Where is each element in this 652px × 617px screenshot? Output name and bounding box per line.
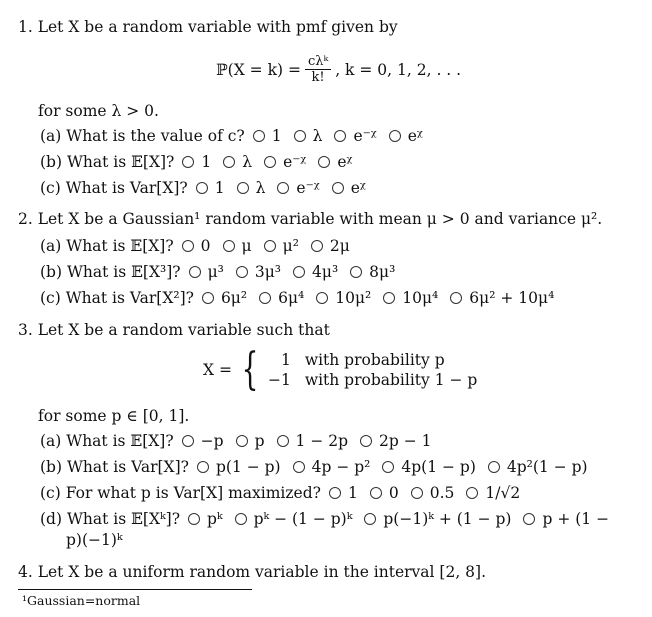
radio-icon[interactable] — [370, 487, 382, 499]
radio-icon[interactable] — [318, 156, 330, 168]
radio-icon[interactable] — [332, 182, 344, 194]
radio-icon[interactable] — [237, 182, 249, 194]
radio-icon[interactable] — [389, 130, 401, 142]
q3d-option-4-continuation: p)(−1)ᵏ — [66, 531, 123, 549]
q3-case-texts — [305, 350, 478, 390]
radio-icon[interactable] — [334, 130, 346, 142]
radio-icon[interactable] — [293, 461, 305, 473]
q1-formula — [216, 54, 461, 85]
q3a-option-2[interactable]: p — [236, 432, 265, 450]
radio-icon[interactable] — [350, 266, 362, 278]
q2-part-a — [40, 237, 362, 255]
radio-icon[interactable] — [253, 130, 265, 142]
radio-icon[interactable] — [259, 292, 271, 304]
radio-icon[interactable] — [188, 513, 200, 525]
radio-icon[interactable] — [382, 461, 394, 473]
q3-condition: for some p ∈ [0, 1]. — [38, 407, 190, 425]
q3a-option-3[interactable]: 1 − 2p — [277, 432, 349, 450]
q3-case1-value: 1 — [280, 351, 291, 369]
radio-icon[interactable] — [196, 182, 208, 194]
q3-case-values — [268, 350, 291, 390]
q1c-option-1[interactable]: 1 — [196, 179, 225, 197]
radio-icon[interactable] — [329, 487, 341, 499]
radio-icon[interactable] — [223, 240, 235, 252]
radio-icon[interactable] — [294, 130, 306, 142]
q2a-option-2[interactable]: μ — [223, 237, 252, 255]
radio-icon[interactable] — [264, 240, 276, 252]
q1b-option-4[interactable]: eᵡ — [318, 153, 352, 171]
q2a-option-1[interactable]: 0 — [182, 237, 211, 255]
radio-icon[interactable] — [364, 513, 376, 525]
q3b-option-3[interactable]: 4p(1 − p) — [382, 458, 476, 476]
q3d-option-3[interactable]: p(−1)ᵏ + (1 − p) — [364, 510, 511, 528]
q2c-option-5[interactable]: 6μ² + 10μ⁴ — [450, 289, 554, 307]
q1a-option-3[interactable]: e⁻ᵡ — [334, 127, 376, 145]
radio-icon[interactable] — [264, 156, 276, 168]
q3c-option-3[interactable]: 0.5 — [411, 484, 455, 502]
q2-part-b — [40, 263, 407, 281]
q2a-option-3[interactable]: μ² — [264, 237, 299, 255]
q2c-label: (c) What is Var[X²]? — [40, 289, 194, 307]
footnote: ¹Gaussian=normal — [22, 593, 141, 608]
radio-icon[interactable] — [316, 292, 328, 304]
q3-part-a — [40, 432, 444, 450]
q1a-option-2[interactable]: λ — [294, 127, 323, 145]
q3d-option-4[interactable]: p + (1 − — [523, 510, 609, 528]
q1-part-a — [40, 127, 435, 145]
q3a-option-4[interactable]: 2p − 1 — [360, 432, 432, 450]
radio-icon[interactable] — [383, 292, 395, 304]
q1-part-c — [40, 179, 378, 197]
q2b-option-4[interactable]: 8μ³ — [350, 263, 395, 281]
q1a-option-4[interactable]: eᵡ — [389, 127, 423, 145]
q1a-label: (a) What is the value of c? — [40, 127, 245, 145]
q1b-option-2[interactable]: λ — [223, 153, 252, 171]
radio-icon[interactable] — [197, 461, 209, 473]
q3d-label: (d) What is 𝔼[Xᵏ]? — [40, 510, 180, 528]
radio-icon[interactable] — [202, 292, 214, 304]
radio-icon[interactable] — [450, 292, 462, 304]
q1b-label: (b) What is 𝔼[X]? — [40, 153, 175, 171]
radio-icon[interactable] — [311, 240, 323, 252]
q2a-option-4[interactable]: 2μ — [311, 237, 350, 255]
q2-stem: 2. Let X be a Gaussian¹ random variable with mean μ > 0 and variance μ². — [18, 210, 603, 228]
q3c-option-1[interactable]: 1 — [329, 484, 358, 502]
q3c-option-2[interactable]: 0 — [370, 484, 399, 502]
q3d-option-2[interactable]: pᵏ − (1 − p)ᵏ — [235, 510, 353, 528]
q2c-option-3[interactable]: 10μ² — [316, 289, 371, 307]
radio-icon[interactable] — [411, 487, 423, 499]
q2c-option-1[interactable]: 6μ² — [202, 289, 247, 307]
q1-stem: 1. Let X be a random variable with pmf given by — [18, 18, 398, 36]
q3-stem: 3. Let X be a random variable such that — [18, 321, 330, 339]
q3b-option-2[interactable]: 4p − p² — [293, 458, 371, 476]
radio-icon[interactable] — [236, 266, 248, 278]
radio-icon[interactable] — [488, 461, 500, 473]
q4-stem: 4. Let X be a uniform random variable in the interval [2, 8]. — [18, 563, 487, 581]
q3c-label: (c) For what p is Var[X] maximized? — [40, 484, 321, 502]
radio-icon[interactable] — [189, 266, 201, 278]
radio-icon[interactable] — [235, 513, 247, 525]
q3b-label: (b) What is Var[X]? — [40, 458, 189, 476]
q1b-option-1[interactable]: 1 — [182, 153, 211, 171]
q2a-label: (a) What is 𝔼[X]? — [40, 237, 174, 255]
radio-icon[interactable] — [360, 435, 372, 447]
radio-icon[interactable] — [523, 513, 535, 525]
q2b-option-2[interactable]: 3μ³ — [236, 263, 281, 281]
radio-icon[interactable] — [293, 266, 305, 278]
q1-condition: for some λ > 0. — [38, 102, 159, 120]
radio-icon[interactable] — [182, 240, 194, 252]
radio-icon[interactable] — [182, 435, 194, 447]
q3-part-c — [40, 484, 532, 502]
q2-part-c — [40, 289, 566, 307]
q2c-option-4[interactable]: 10μ⁴ — [383, 289, 438, 307]
radio-icon[interactable] — [277, 182, 289, 194]
q1-formula-denominator: k! — [311, 70, 325, 85]
q3-part-b — [40, 458, 600, 476]
q2b-label: (b) What is 𝔼[X³]? — [40, 263, 181, 281]
radio-icon[interactable] — [277, 435, 289, 447]
radio-icon[interactable] — [182, 156, 194, 168]
radio-icon[interactable] — [223, 156, 235, 168]
q3-cases — [203, 344, 478, 395]
q3-case1-text: with probability p — [304, 351, 445, 369]
q3a-option-1[interactable]: −p — [182, 432, 224, 450]
q2b-option-3[interactable]: 4μ³ — [293, 263, 338, 281]
brace-icon: { — [241, 344, 259, 395]
q2c-option-2[interactable]: 6μ⁴ — [259, 289, 304, 307]
footnote-divider — [18, 589, 252, 590]
q3-cases-lhs: X = — [203, 361, 232, 379]
q3d-option-1[interactable]: pᵏ — [188, 510, 223, 528]
radio-icon[interactable] — [466, 487, 478, 499]
q1c-option-4[interactable]: eᵡ — [332, 179, 366, 197]
q1-formula-fraction — [305, 54, 331, 85]
q3-part-d — [40, 510, 609, 528]
q1-formula-rhs: , k = 0, 1, 2, . . . — [335, 60, 462, 79]
q3b-option-1[interactable]: p(1 − p) — [197, 458, 281, 476]
q3-case2-text: with probability 1 − p — [304, 371, 478, 389]
q1b-option-3[interactable]: e⁻ᵡ — [264, 153, 306, 171]
q1-formula-numerator: cλᵏ — [305, 54, 331, 70]
q1c-option-3[interactable]: e⁻ᵡ — [277, 179, 319, 197]
radio-icon[interactable] — [236, 435, 248, 447]
q1c-option-2[interactable]: λ — [237, 179, 266, 197]
q3b-option-4[interactable]: 4p²(1 − p) — [488, 458, 588, 476]
q1a-option-1[interactable]: 1 — [253, 127, 282, 145]
q1-part-b — [40, 153, 364, 171]
q2b-option-1[interactable]: μ³ — [189, 263, 224, 281]
q1c-label: (c) What is Var[X]? — [40, 179, 188, 197]
q3-case2-value: −1 — [267, 371, 291, 389]
q3a-label: (a) What is 𝔼[X]? — [40, 432, 174, 450]
q3c-option-4[interactable]: 1/√2 — [466, 484, 520, 502]
q1-formula-lhs: ℙ(X = k) = — [216, 60, 301, 79]
